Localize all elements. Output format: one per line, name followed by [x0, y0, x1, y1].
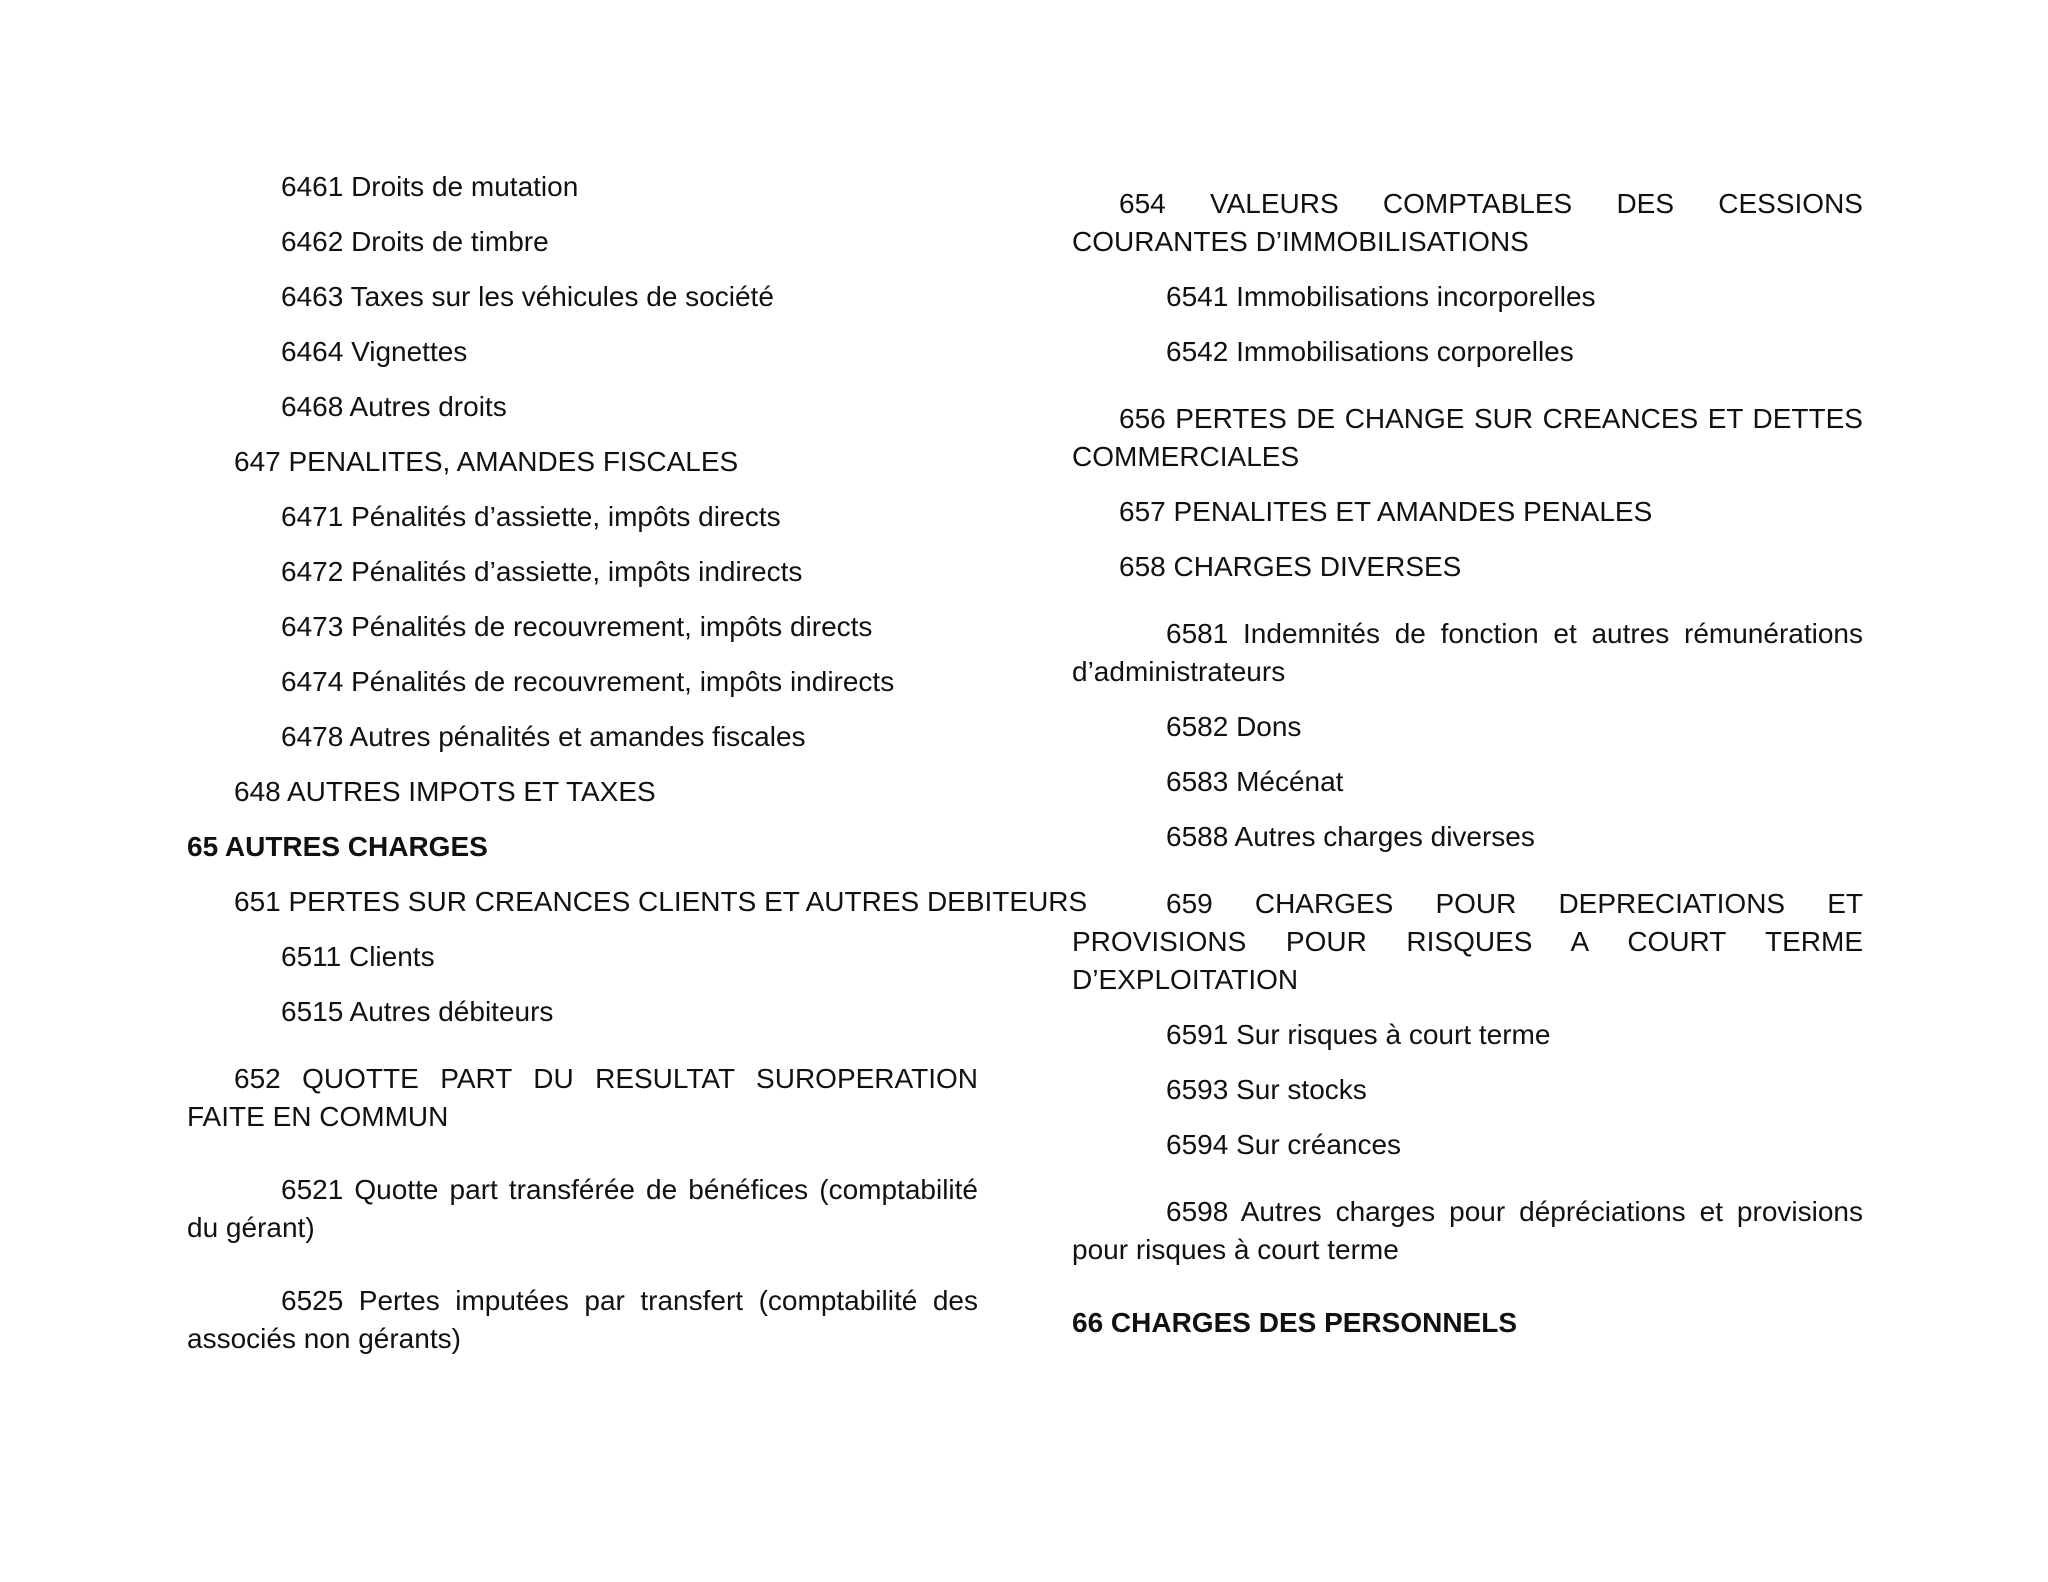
account-6478: 6478 Autres pénalités et amandes fiscales: [281, 721, 806, 752]
class-heading-65: 65 AUTRES CHARGES: [187, 831, 488, 862]
account-6511: 6511 Clients: [281, 941, 435, 972]
account-6463: 6463 Taxes sur les véhicules de société: [281, 281, 774, 312]
account-647: 647 PENALITES, AMANDES FISCALES: [234, 446, 739, 477]
class-heading-66: 66 CHARGES DES PERSONNELS: [1072, 1307, 1517, 1338]
account-659: 659 CHARGES POUR DEPRECIATIONS ET PROVISIONS POUR RISQUES A COURT TERME D’EXPLOITATION: [1072, 888, 1863, 995]
account-6471: 6471 Pénalités d’assiette, impôts directs: [281, 501, 781, 532]
account-6473: 6473 Pénalités de recouvrement, impôts directs: [281, 611, 873, 642]
account-6581: 6581 Indemnités de fonction et autres rémunérations d’administrateurs: [1072, 618, 1863, 687]
account-6583: 6583 Mécénat: [1166, 766, 1344, 797]
account-6472: 6472 Pénalités d’assiette, impôts indirects: [281, 556, 803, 587]
account-6588: 6588 Autres charges diverses: [1166, 821, 1535, 852]
account-6515: 6515 Autres débiteurs: [281, 996, 554, 1027]
account-648: 648 AUTRES IMPOTS ET TAXES: [234, 776, 656, 807]
account-6464: 6464 Vignettes: [281, 336, 468, 367]
account-6594: 6594 Sur créances: [1166, 1129, 1402, 1160]
account-658: 658 CHARGES DIVERSES: [1119, 551, 1462, 582]
account-6461: 6461 Droits de mutation: [281, 171, 579, 202]
account-6521: 6521 Quotte part transférée de bénéfices (comptabilité du gérant): [187, 1174, 978, 1243]
account-6582: 6582 Dons: [1166, 711, 1302, 742]
account-6542: 6542 Immobilisations corporelles: [1166, 336, 1574, 367]
left-column: [187, 168, 1088, 1358]
account-6541: 6541 Immobilisations incorporelles: [1166, 281, 1596, 312]
account-6593: 6593 Sur stocks: [1166, 1074, 1367, 1105]
account-6598: 6598 Autres charges pour dépréciations et provisions pour risques à court terme: [1072, 1196, 1863, 1265]
account-654: 654 VALEURS COMPTABLES DES CESSIONS COURANTES D’IMMOBILISATIONS: [1072, 188, 1863, 257]
account-6474: 6474 Pénalités de recouvrement, impôts indirects: [281, 666, 895, 697]
account-6462: 6462 Droits de timbre: [281, 226, 549, 257]
account-6591: 6591 Sur risques à court terme: [1166, 1019, 1551, 1050]
right-column: [1072, 185, 1863, 1342]
account-652: 652 QUOTTE PART DU RESULTAT SUROPERATION FAITE EN COMMUN: [187, 1063, 978, 1132]
account-6525: 6525 Pertes imputées par transfert (comptabilité des associés non gérants): [187, 1285, 978, 1354]
account-657: 657 PENALITES ET AMANDES PENALES: [1119, 496, 1653, 527]
account-656: 656 PERTES DE CHANGE SUR CREANCES ET DETTES COMMERCIALES: [1072, 403, 1863, 472]
account-651: 651 PERTES SUR CREANCES CLIENTS ET AUTRES DEBITEURS: [234, 886, 1088, 917]
account-6468: 6468 Autres droits: [281, 391, 507, 422]
